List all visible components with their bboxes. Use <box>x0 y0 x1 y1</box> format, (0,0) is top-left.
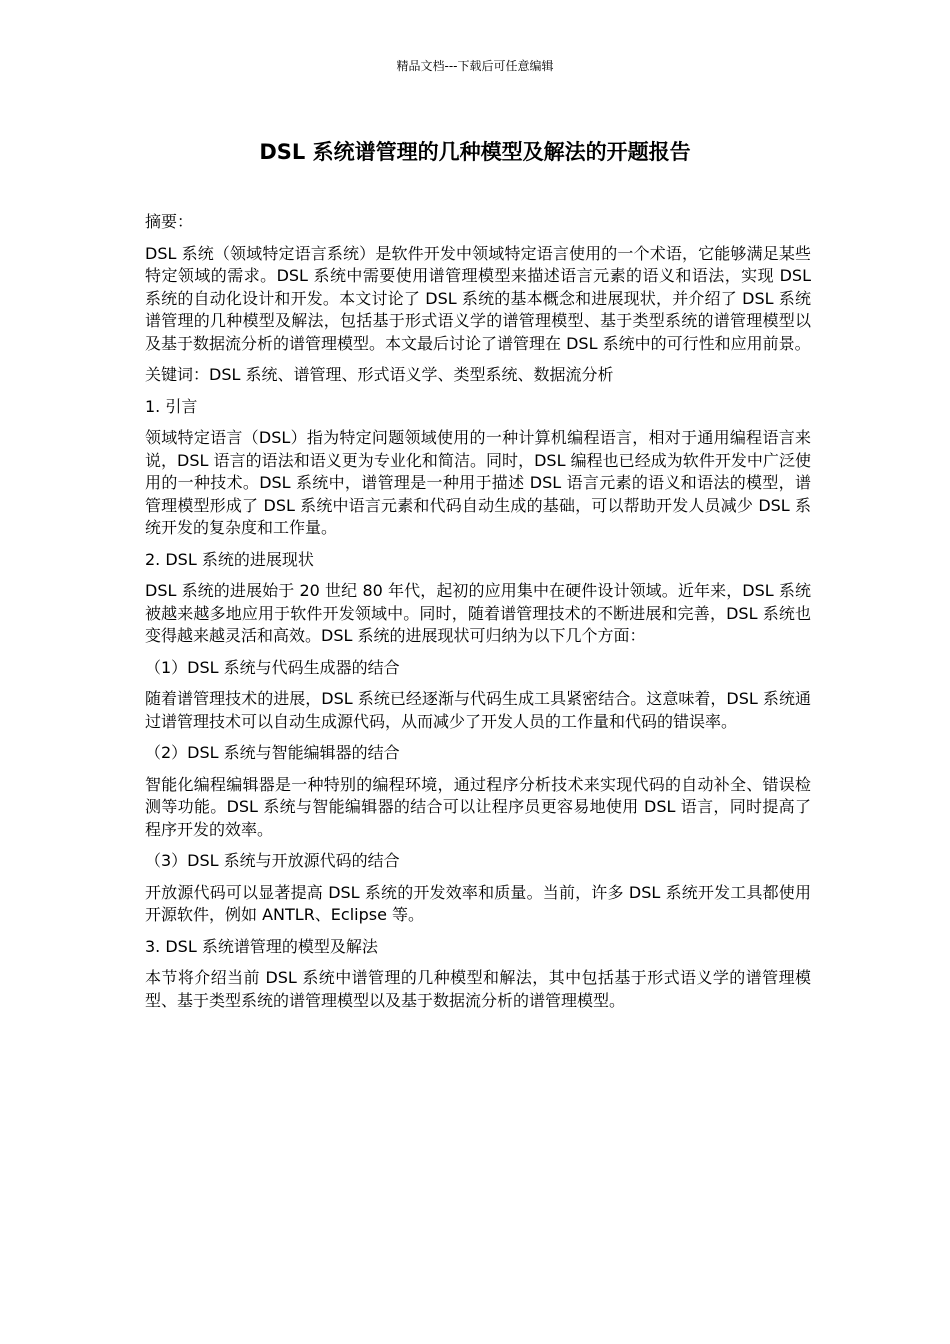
section-2-paragraph: DSL 系统的进展始于 20 世纪 80 年代，起初的应用集中在硬件设计领域。近年来，DSL 系统被越来越多地应用于软件开发领域中。同时，随着谱管理技术的不断进展和完善，DSL 系统也变得越来越灵活和高效。DSL 系统的进展现状可归纳为以下几个方面： <box>145 581 811 645</box>
abstract-label: 摘要： <box>145 212 194 231</box>
document-body <box>145 211 811 1021</box>
section-1-heading: 1. 引言 <box>145 396 198 416</box>
section-1-paragraph: 领域特定语言（DSL）指为特定问题领域使用的一种计算机编程语言，相对于通用编程语言来说，DSL 语言的语法和语义更为专业化和简洁。同时，DSL 编程也已经成为软件开发中广泛使用的一种技术。DSL 系统中，谱管理是一种用于描述 DSL 语言元素的语义和语法的模型，谱管理模型形成了 DSL 系统中语言元素和代码自动生成的基础，可以帮助开发人员减少 DSL 系统开发的复杂度和工作量。 <box>145 428 811 537</box>
section-2-3-heading: （3）DSL 系统与开放源代码的结合 <box>145 851 400 870</box>
section-2-heading: 2. DSL 系统的进展现状 <box>145 549 314 569</box>
section-3-paragraph: 本节将介绍当前 DSL 系统中谱管理的几种模型和解法，其中包括基于形式语义学的谱管理模型、基于类型系统的谱管理模型以及基于数据流分析的谱管理模型。 <box>145 968 811 1010</box>
section-3-heading: 3. DSL 系统谱管理的模型及解法 <box>145 936 378 956</box>
abstract-paragraph: DSL 系统（领域特定语言系统）是软件开发中领域特定语言使用的一个术语，它能够满足某些特定领域的需求。DSL 系统中需要使用谱管理模型来描述语言元素的语义和语法，实现 DSL 系统的自动化设计和开发。本文讨论了 DSL 系统的基本概念和进展现状，并介绍了 DSL 系统谱管理的几种模型及解法，包括基于形式语义学的谱管理模型、基于类型系统的谱管理模型以及基于数据流分析的谱管理模型。本文最后讨论了谱管理在 DSL 系统中的可行性和应用前景。 <box>145 243 811 353</box>
page-header: 精品文档---下载后可任意编辑 <box>396 59 554 73</box>
section-2-3-paragraph: 开放源代码可以显著提高 DSL 系统的开发效率和质量。当前，许多 DSL 系统开发工具都使用开源软件，例如 ANTLR、Eclipse 等。 <box>145 882 811 924</box>
document-title: DSL 系统谱管理的几种模型及解法的开题报告 <box>259 140 691 164</box>
keywords-line: 关键词：DSL 系统、谱管理、形式语义学、类型系统、数据流分析 <box>145 365 614 384</box>
section-2-2-heading: （2）DSL 系统与智能编辑器的结合 <box>145 743 400 762</box>
section-2-1-paragraph: 随着谱管理技术的进展，DSL 系统已经逐渐与代码生成工具紧密结合。这意味着，DSL 系统通过谱管理技术可以自动生成源代码，从而减少了开发人员的工作量和代码的错误率。 <box>145 689 811 731</box>
section-2-2-paragraph: 智能化编程编辑器是一种特别的编程环境，通过程序分析技术来实现代码的自动补全、错误检测等功能。DSL 系统与智能编辑器的结合可以让程序员更容易地使用 DSL 语言，同时提高了程序开发的效率。 <box>145 774 811 839</box>
section-2-1-heading: （1）DSL 系统与代码生成器的结合 <box>145 657 400 677</box>
